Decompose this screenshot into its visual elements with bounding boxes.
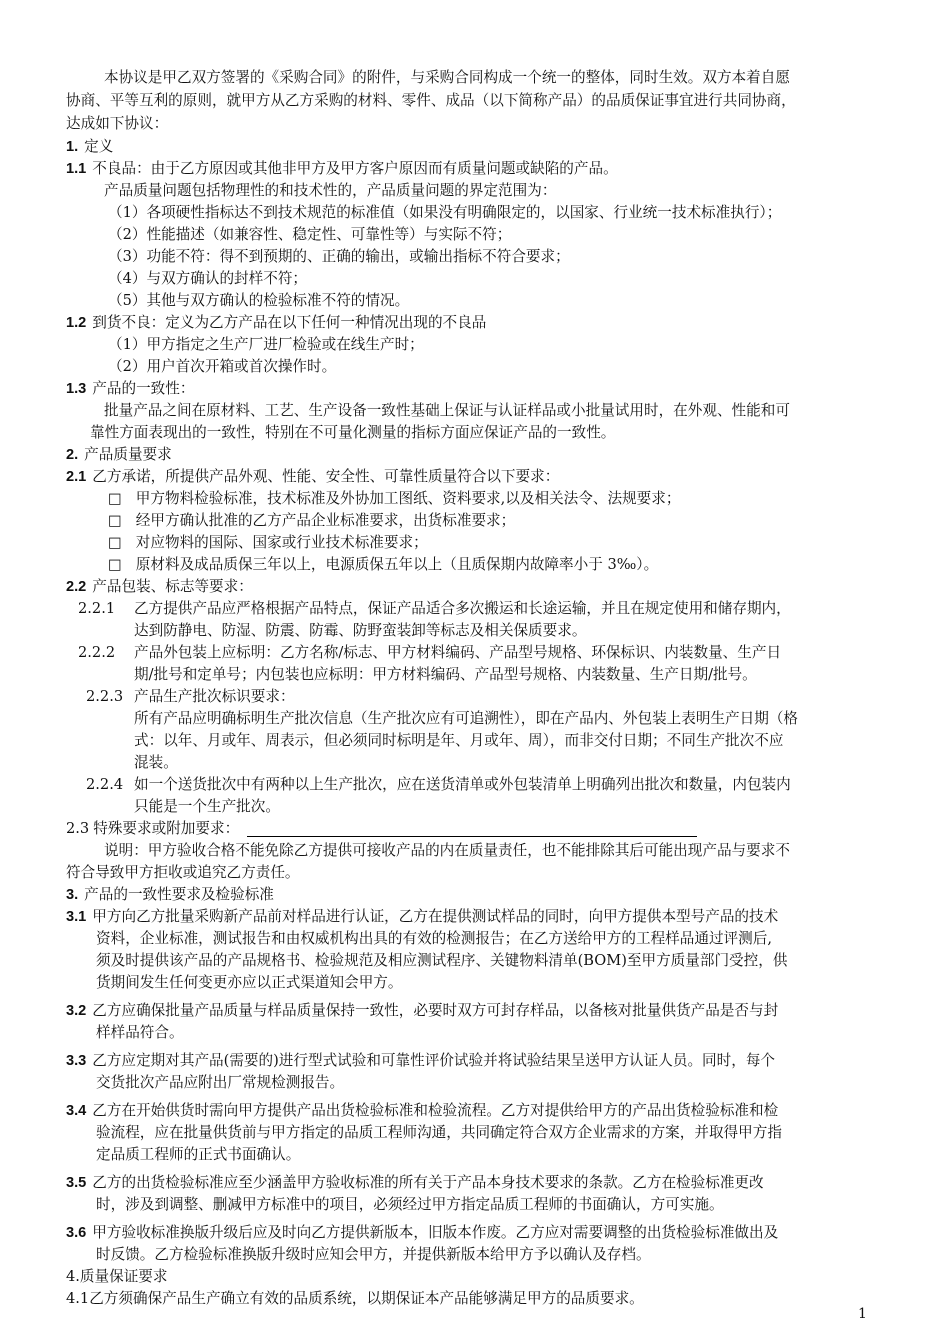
clause-2-2-3-text: 所有产品应明确标明生产批次信息（生产批次应有可追溯性），即在产品内、外包装上表明生产日期（格 xyxy=(134,710,799,727)
clause-3-2-cont: 样样品符合。 xyxy=(96,1024,184,1041)
clause-2-2-3-text: 混装。 xyxy=(134,754,178,771)
clause-1-2-item: （1）甲方指定之生产厂进厂检验或在线生产时； xyxy=(108,336,424,353)
clause-text: 乙方在开始供货时需向甲方提供产品出货检验标准和检验流程。乙方对提供给甲方的产品出货检验标准和检 xyxy=(92,1102,779,1119)
clause-text: 乙方的出货检验标准应至少涵盖甲方验收标准的所有关于产品本身技术要求的条款。乙方在检验标准更改 xyxy=(92,1174,764,1191)
clause-4-1: 4.1乙方须确保产品生产确立有效的品质系统，以期保证本产品能够满足甲方的品质要求。 xyxy=(66,1290,644,1307)
clause-text: 甲方向乙方批量采购新产品前对样品进行认证，乙方在提供测试样品的同时，向甲方提供本型号产品的技术 xyxy=(92,908,779,925)
checkbox-icon: □ xyxy=(108,490,122,507)
clause-1-1 xyxy=(66,158,618,180)
section-1-heading xyxy=(66,136,113,158)
section-number: 2. xyxy=(66,447,79,463)
clause-number: 3.5 xyxy=(66,1175,87,1191)
note-line: 符合导致甲方拒收或追究乙方责任。 xyxy=(66,864,300,881)
checklist-item xyxy=(108,532,428,553)
section-title: 定义 xyxy=(84,138,114,155)
clause-3-6-cont: 时反馈。乙方检验标准换版升级时应知会甲方，并提供新版本给甲方予以确认及存档。 xyxy=(96,1246,651,1263)
clause-1-1-lead: 产品质量问题包括物理性的和技术性的，产品质量问题的界定范围为： xyxy=(104,182,557,199)
clause-2-2-3-text: 产品生产批次标识要求： xyxy=(134,688,295,705)
page-number: 1 xyxy=(858,1306,867,1322)
clause-3-5-cont: 时，涉及到调整、删减甲方标准中的项目，必须经过甲方指定品质工程师的书面确认，方可实施。 xyxy=(96,1196,724,1213)
clause-3-3-cont: 交货批次产品应附出厂常规检测报告。 xyxy=(96,1074,345,1091)
checkbox-icon: □ xyxy=(108,534,122,551)
clause-3-6 xyxy=(66,1222,778,1244)
clause-number: 3.6 xyxy=(66,1225,87,1241)
clause-text: 产品包装、标志等要求： xyxy=(92,578,253,595)
checklist-text: 对应物料的国际、国家或行业技术标准要求； xyxy=(135,534,428,551)
clause-2-2-1-text: 达到防静电、防湿、防震、防霉、防野蛮装卸等标志及相关保质要求。 xyxy=(134,622,587,639)
section-4-heading: 4.质量保证要求 xyxy=(66,1268,168,1285)
intro-line-1: 本协议是甲乙双方签署的《采购合同》的附件，与采购合同构成一个统一的整体，同时生效。双方本着自愿 xyxy=(104,69,790,86)
clause-3-4 xyxy=(66,1100,778,1122)
clause-2-1 xyxy=(66,466,559,488)
clause-text: 产品的一致性： xyxy=(92,380,195,397)
section-title: 产品的一致性要求及检验标准 xyxy=(84,886,274,903)
clause-text: 乙方应定期对其产品(需要的)进行型式试验和可靠性评价试验并将试验结果呈送甲方认证人员。同时，每个 xyxy=(92,1052,776,1069)
clause-3-5 xyxy=(66,1172,764,1194)
clause-number: 3.1 xyxy=(66,909,87,925)
clause-3-4-cont: 验流程，应在批量供货前与甲方指定的品质工程师沟通，共同确定符合双方企业需求的方案，并取得甲方指 xyxy=(96,1124,782,1141)
clause-text: 乙方承诺，所提供产品外观、性能、安全性、可靠性质量符合以下要求： xyxy=(92,468,560,485)
clause-2-2-4-number: 2.2.4 xyxy=(86,776,124,793)
clause-2-2 xyxy=(66,576,253,598)
checklist-item xyxy=(108,554,658,575)
clause-1-1-item: （2）性能描述（如兼容性、稳定性、可靠性等）与实际不符； xyxy=(108,226,512,243)
checklist-item xyxy=(108,488,680,509)
clause-text: 到货不良：定义为乙方产品在以下任何一种情况出现的不良品 xyxy=(92,314,487,331)
clause-2-2-1-number: 2.2.1 xyxy=(78,600,116,617)
checkbox-icon: □ xyxy=(108,556,122,573)
clause-3-2 xyxy=(66,1000,778,1022)
clause-1-3-body: 批量产品之间在原材料、工艺、生产设备一致性基础上保证与认证样品或小批量试用时，在外观、性能和可 xyxy=(104,402,790,419)
clause-2-2-3-text: 式：以年、月或年、周表示，但必须同时标明是年、月或年、周），而非交付日期；不同生产批次不应 xyxy=(134,732,784,749)
clause-1-1-item: （1）各项硬性指标达不到技术规范的标准值（如果没有明确限定的，以国家、行业统一技术标准执行）； xyxy=(108,204,782,221)
clause-number: 2.1 xyxy=(66,469,87,485)
clause-1-1-item: （3）功能不符：得不到预期的、正确的输出，或输出指标不符合要求； xyxy=(108,248,570,265)
clause-number: 1.2 xyxy=(66,315,87,331)
clause-text: 乙方应确保批量产品质量与样品质量保持一致性，必要时双方可封存样品，以备核对批量供货产品是否与封 xyxy=(92,1002,779,1019)
clause-number: 3.2 xyxy=(66,1003,87,1019)
intro-line-3: 达成如下协议： xyxy=(66,115,169,132)
fill-in-blank-line xyxy=(247,822,697,837)
checkbox-icon: □ xyxy=(108,512,122,529)
clause-3-3 xyxy=(66,1050,775,1072)
clause-3-1 xyxy=(66,906,778,928)
checklist-text: 经甲方确认批准的乙方产品企业标准要求，出货标准要求； xyxy=(135,512,516,529)
clause-number: 3.3 xyxy=(66,1053,87,1069)
clause-3-1-cont: 货期间发生任何变更亦应以正式渠道知会甲方。 xyxy=(96,974,403,991)
clause-3-1-cont: 资料，企业标准，测试报告和由权威机构出具的有效的检测报告；在乙方送给甲方的工程样品通过评测后, xyxy=(96,930,772,947)
clause-1-3 xyxy=(66,378,194,400)
clause-number: 1.3 xyxy=(66,381,87,397)
clause-1-1-item: （5）其他与双方确认的检验标准不符的情况。 xyxy=(108,292,410,309)
clause-1-2-item: （2）用户首次开箱或首次操作时。 xyxy=(108,358,337,375)
clause-2-2-2-number: 2.2.2 xyxy=(78,644,116,661)
checklist-item xyxy=(108,510,515,531)
clause-1-3-body: 靠性方面表现出的一致性，特别在不可量化测量的指标方面应保证产品的一致性。 xyxy=(90,424,616,441)
clause-2-2-2-text: 产品外包装上应标明：乙方名称/标志、甲方材料编码、产品型号规格、环保标识、内装数量、生产日 xyxy=(134,644,782,661)
section-title: 产品质量要求 xyxy=(84,446,172,463)
note-line: 说明：甲方验收合格不能免除乙方提供可接收产品的内在质量责任，也不能排除其后可能出现产品与要求不 xyxy=(104,842,790,859)
clause-number: 3.4 xyxy=(66,1103,87,1119)
clause-number: 2.3 xyxy=(66,820,90,837)
checklist-text: 甲方物料检验标准，技术标准及外协加工图纸、资料要求,以及相关法令、法规要求； xyxy=(135,490,681,507)
clause-2-2-4-text: 只能是一个生产批次。 xyxy=(134,798,280,815)
clause-1-1-item: （4）与双方确认的封样不符； xyxy=(108,270,308,287)
section-number: 1. xyxy=(66,139,79,155)
clause-2-2-1-text: 乙方提供产品应严格根据产品特点，保证产品适合多次搬运和长途运输，并且在规定使用和储存期内， xyxy=(134,600,791,617)
clause-3-4-cont: 定品质工程师的正式书面确认。 xyxy=(96,1146,301,1163)
clause-2-2-2-text: 期/批号和定单号；内包装也应标明：甲方材料编码、产品型号规格、内装数量、生产日期/批号。 xyxy=(134,666,757,683)
clause-text: 特殊要求或附加要求： xyxy=(93,820,240,837)
clause-1-2 xyxy=(66,312,486,334)
checklist-text: 原材料及成品质保三年以上，电源质保五年以上（且质保期内故障率小于 3‰）。 xyxy=(135,556,659,573)
clause-text: 甲方验收标准换版升级后应及时向乙方提供新版本，旧版本作废。乙方应对需要调整的出货检验标准做出及 xyxy=(92,1224,779,1241)
clause-2-2-4-text: 如一个送货批次中有两种以上生产批次，应在送货清单或外包装清单上明确列出批次和数量，内包装内 xyxy=(134,776,791,793)
clause-number: 2.2 xyxy=(66,579,87,595)
intro-line-2: 协商、平等互利的原则，就甲方从乙方采购的材料、零件、成品（以下简称产品）的品质保证事宜进行共同协商， xyxy=(66,92,796,109)
section-2-heading xyxy=(66,444,172,466)
clause-number: 1.1 xyxy=(66,161,87,177)
clause-2-3 xyxy=(66,818,697,839)
section-3-heading xyxy=(66,884,274,906)
clause-2-2-3-number: 2.2.3 xyxy=(86,688,124,705)
clause-3-1-cont: 须及时提供该产品的产品规格书、检验规范及相应测试程序、关键物料清单(BOM)至甲方质量部门受控，供 xyxy=(96,952,788,969)
section-number: 3. xyxy=(66,887,79,903)
clause-text: 不良品：由于乙方原因或其他非甲方及甲方客户原因而有质量问题或缺陷的产品。 xyxy=(92,160,618,177)
